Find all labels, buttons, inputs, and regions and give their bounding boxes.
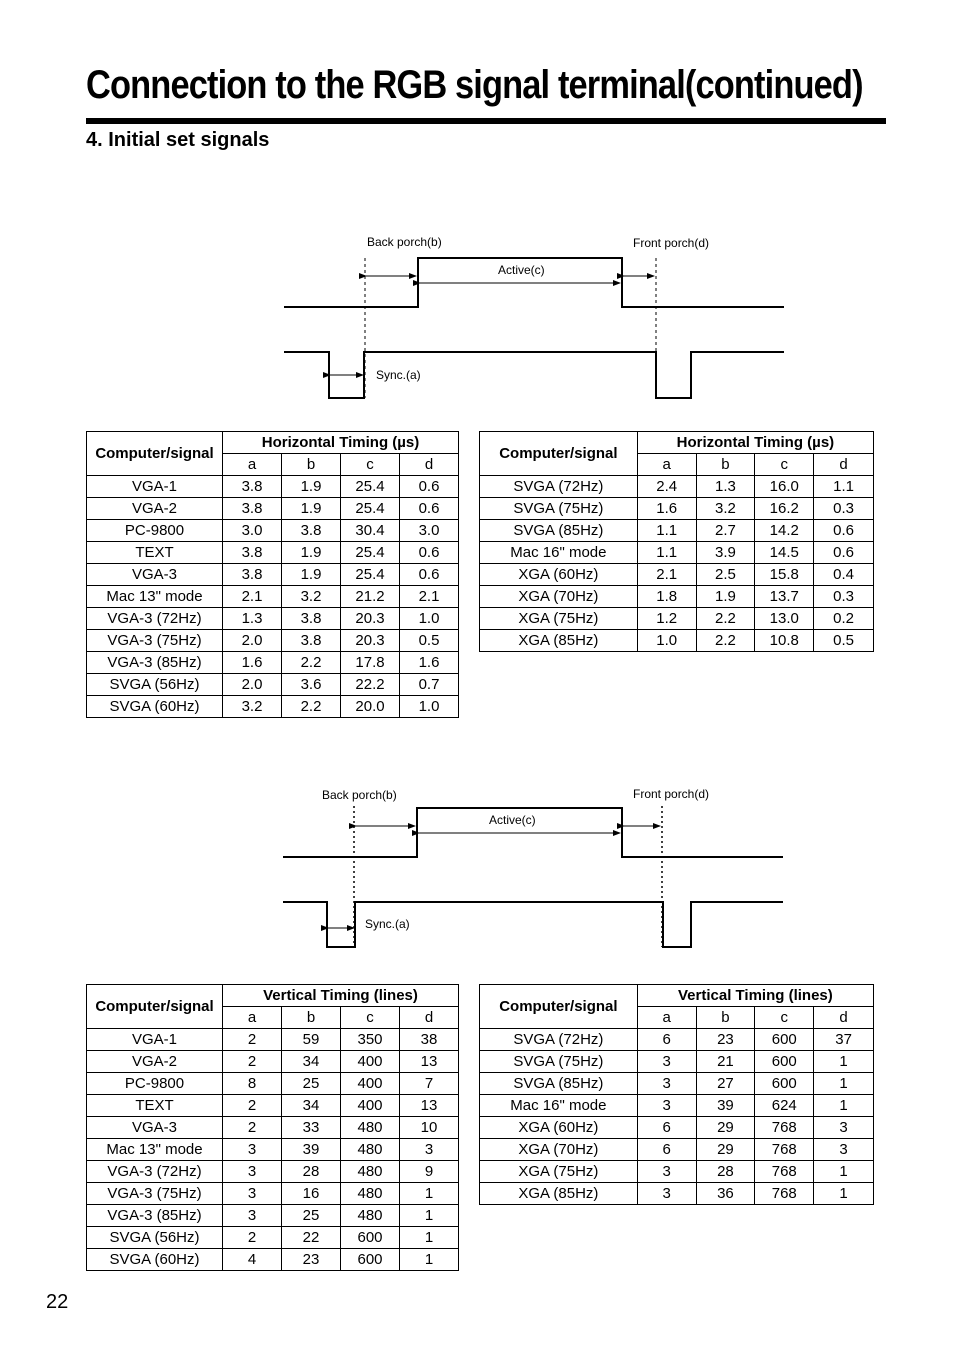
table-row (480, 1095, 874, 1117)
front-porch-label: Front porch(d) (633, 236, 710, 250)
cell-a: 6 (637, 1029, 696, 1051)
cell-signal-name: VGA-3 (85Hz) (87, 652, 223, 674)
sub-header-c: c (755, 454, 814, 476)
cell-a: 2.1 (223, 586, 282, 608)
cell-d: 0.3 (814, 498, 874, 520)
cell-signal-name: PC-9800 (87, 1073, 223, 1095)
cell-a: 2.4 (637, 476, 696, 498)
col-header-computer-signal: Computer/signal (480, 985, 638, 1029)
cell-b: 23 (696, 1029, 755, 1051)
cell-d: 1 (814, 1161, 874, 1183)
cell-a: 2.1 (637, 564, 696, 586)
cell-b: 39 (696, 1095, 755, 1117)
cell-b: 1.9 (282, 476, 341, 498)
cell-c: 20.3 (341, 608, 400, 630)
cell-c: 480 (341, 1117, 400, 1139)
cell-b: 1.9 (696, 586, 755, 608)
cell-d: 0.6 (400, 476, 459, 498)
cell-signal-name: VGA-3 (75Hz) (87, 630, 223, 652)
cell-d: 0.6 (400, 542, 459, 564)
cell-b: 2.2 (696, 630, 755, 652)
table-row (87, 696, 459, 718)
back-porch-label: Back porch(b) (322, 788, 397, 802)
cell-b: 36 (696, 1183, 755, 1205)
cell-signal-name: VGA-3 (85Hz) (87, 1205, 223, 1227)
table-row (480, 586, 874, 608)
cell-b: 28 (696, 1161, 755, 1183)
cell-signal-name: XGA (70Hz) (480, 586, 638, 608)
active-label: Active(c) (489, 813, 536, 827)
cell-a: 1.1 (637, 542, 696, 564)
cell-d: 2.1 (400, 586, 459, 608)
cell-b: 27 (696, 1073, 755, 1095)
cell-d: 1 (400, 1183, 459, 1205)
cell-signal-name: VGA-2 (87, 498, 223, 520)
cell-c: 480 (341, 1205, 400, 1227)
table-row (87, 1117, 459, 1139)
sub-header-d: d (400, 1007, 459, 1029)
cell-signal-name: SVGA (60Hz) (87, 696, 223, 718)
sync-label: Sync.(a) (376, 368, 421, 382)
table-row (87, 1139, 459, 1161)
table-row (87, 586, 459, 608)
cell-c: 16.2 (755, 498, 814, 520)
cell-a: 3.8 (223, 542, 282, 564)
cell-signal-name: XGA (85Hz) (480, 630, 638, 652)
table-row (480, 1117, 874, 1139)
cell-d: 13 (400, 1051, 459, 1073)
cell-signal-name: XGA (70Hz) (480, 1139, 638, 1161)
cell-c: 400 (341, 1095, 400, 1117)
cell-a: 1.6 (637, 498, 696, 520)
back-porch-label: Back porch(b) (367, 235, 442, 249)
cell-b: 39 (282, 1139, 341, 1161)
cell-a: 3 (637, 1095, 696, 1117)
cell-d: 0.2 (814, 608, 874, 630)
cell-c: 768 (755, 1183, 814, 1205)
table-row (480, 1183, 874, 1205)
sub-header-d: d (814, 1007, 874, 1029)
cell-signal-name: XGA (60Hz) (480, 1117, 638, 1139)
table-body (87, 476, 459, 718)
cell-c: 25.4 (341, 542, 400, 564)
cell-b: 2.7 (696, 520, 755, 542)
cell-a: 1.2 (637, 608, 696, 630)
cell-b: 1.9 (282, 498, 341, 520)
cell-a: 3 (223, 1205, 282, 1227)
table-row (87, 1051, 459, 1073)
cell-d: 0.7 (400, 674, 459, 696)
cell-c: 16.0 (755, 476, 814, 498)
cell-c: 13.7 (755, 586, 814, 608)
cell-a: 3 (637, 1051, 696, 1073)
cell-d: 0.6 (400, 498, 459, 520)
cell-c: 25.4 (341, 564, 400, 586)
cell-b: 2.2 (282, 652, 341, 674)
cell-c: 14.5 (755, 542, 814, 564)
title-rule (86, 118, 886, 124)
page-number: 22 (46, 1291, 69, 1313)
cell-d: 9 (400, 1161, 459, 1183)
cell-d: 1.0 (400, 696, 459, 718)
table-row (87, 476, 459, 498)
cell-b: 2.5 (696, 564, 755, 586)
table-row (87, 1073, 459, 1095)
cell-signal-name: VGA-3 (87, 564, 223, 586)
table-body (87, 1029, 459, 1271)
cell-a: 2 (223, 1029, 282, 1051)
table-row (480, 1161, 874, 1183)
cell-c: 400 (341, 1051, 400, 1073)
vertical-timing-table-left (86, 984, 459, 1271)
table-row (87, 1029, 459, 1051)
cell-b: 22 (282, 1227, 341, 1249)
cell-d: 3 (400, 1139, 459, 1161)
table-row (480, 1051, 874, 1073)
cell-signal-name: VGA-3 (72Hz) (87, 608, 223, 630)
cell-a: 3 (637, 1161, 696, 1183)
table-row (480, 476, 874, 498)
cell-c: 600 (341, 1249, 400, 1271)
sub-header-c: c (341, 1007, 400, 1029)
table-row (87, 1161, 459, 1183)
cell-c: 480 (341, 1139, 400, 1161)
cell-signal-name: SVGA (72Hz) (480, 476, 638, 498)
table-row (480, 1073, 874, 1095)
cell-d: 0.4 (814, 564, 874, 586)
cell-signal-name: XGA (60Hz) (480, 564, 638, 586)
cell-a: 3.8 (223, 564, 282, 586)
group-header-horizontal-timing: Horizontal Timing (µs) (223, 432, 459, 454)
cell-a: 1.3 (223, 608, 282, 630)
cell-signal-name: SVGA (75Hz) (480, 498, 638, 520)
cell-a: 3 (223, 1161, 282, 1183)
cell-a: 2.0 (223, 630, 282, 652)
cell-a: 1.6 (223, 652, 282, 674)
cell-b: 2.2 (696, 608, 755, 630)
cell-a: 3 (223, 1183, 282, 1205)
cell-d: 1 (814, 1183, 874, 1205)
cell-a: 2 (223, 1095, 282, 1117)
cell-c: 480 (341, 1161, 400, 1183)
table-row (480, 1029, 874, 1051)
cell-a: 3 (223, 1139, 282, 1161)
cell-signal-name: VGA-3 (75Hz) (87, 1183, 223, 1205)
table-row (480, 520, 874, 542)
cell-d: 1 (400, 1227, 459, 1249)
cell-d: 0.3 (814, 586, 874, 608)
cell-b: 59 (282, 1029, 341, 1051)
cell-d: 7 (400, 1073, 459, 1095)
cell-b: 34 (282, 1095, 341, 1117)
sub-header-d: d (814, 454, 874, 476)
table-row (87, 1095, 459, 1117)
cell-c: 350 (341, 1029, 400, 1051)
cell-signal-name: SVGA (72Hz) (480, 1029, 638, 1051)
cell-signal-name: PC-9800 (87, 520, 223, 542)
cell-signal-name: Mac 16" mode (480, 1095, 638, 1117)
cell-b: 21 (696, 1051, 755, 1073)
cell-d: 0.5 (400, 630, 459, 652)
cell-d: 1 (814, 1095, 874, 1117)
col-header-computer-signal: Computer/signal (87, 432, 223, 476)
cell-b: 29 (696, 1139, 755, 1161)
cell-signal-name: Mac 13" mode (87, 586, 223, 608)
sub-header-b: b (696, 454, 755, 476)
cell-b: 3.8 (282, 608, 341, 630)
table-row (87, 1205, 459, 1227)
cell-d: 1 (814, 1073, 874, 1095)
cell-a: 6 (637, 1117, 696, 1139)
cell-a: 2 (223, 1117, 282, 1139)
vertical-timing-diagram (270, 780, 800, 960)
cell-d: 38 (400, 1029, 459, 1051)
cell-c: 624 (755, 1095, 814, 1117)
sub-header-a: a (223, 454, 282, 476)
cell-b: 28 (282, 1161, 341, 1183)
cell-a: 2 (223, 1051, 282, 1073)
sub-header-d: d (400, 454, 459, 476)
cell-a: 3.2 (223, 696, 282, 718)
cell-a: 4 (223, 1249, 282, 1271)
cell-b: 3.8 (282, 520, 341, 542)
cell-c: 400 (341, 1073, 400, 1095)
cell-c: 22.2 (341, 674, 400, 696)
horizontal-timing-table-left (86, 431, 459, 718)
cell-b: 1.9 (282, 564, 341, 586)
sub-header-c: c (755, 1007, 814, 1029)
table-row (87, 1227, 459, 1249)
cell-b: 29 (696, 1117, 755, 1139)
cell-c: 10.8 (755, 630, 814, 652)
cell-d: 13 (400, 1095, 459, 1117)
table-row (87, 498, 459, 520)
cell-d: 1.6 (400, 652, 459, 674)
cell-d: 3.0 (400, 520, 459, 542)
cell-b: 1.3 (696, 476, 755, 498)
active-label: Active(c) (498, 263, 545, 277)
sub-header-a: a (223, 1007, 282, 1029)
cell-signal-name: TEXT (87, 1095, 223, 1117)
cell-b: 2.2 (282, 696, 341, 718)
col-header-computer-signal: Computer/signal (87, 985, 223, 1029)
cell-signal-name: Mac 16" mode (480, 542, 638, 564)
group-header-vertical-timing: Vertical Timing (lines) (637, 985, 873, 1007)
cell-signal-name: SVGA (85Hz) (480, 1073, 638, 1095)
cell-c: 21.2 (341, 586, 400, 608)
cell-a: 1.0 (637, 630, 696, 652)
sync-signal-line (283, 902, 783, 947)
cell-signal-name: XGA (75Hz) (480, 608, 638, 630)
cell-b: 16 (282, 1183, 341, 1205)
cell-a: 3 (637, 1073, 696, 1095)
cell-signal-name: SVGA (56Hz) (87, 674, 223, 696)
cell-c: 768 (755, 1139, 814, 1161)
cell-c: 20.0 (341, 696, 400, 718)
cell-c: 14.2 (755, 520, 814, 542)
cell-c: 13.0 (755, 608, 814, 630)
table-row (87, 1249, 459, 1271)
table-row (87, 652, 459, 674)
cell-b: 33 (282, 1117, 341, 1139)
table-row (480, 498, 874, 520)
group-header-horizontal-timing: Horizontal Timing (µs) (637, 432, 873, 454)
cell-d: 0.5 (814, 630, 874, 652)
cell-a: 3.8 (223, 498, 282, 520)
table-row (87, 520, 459, 542)
sub-header-b: b (696, 1007, 755, 1029)
cell-signal-name: VGA-1 (87, 476, 223, 498)
cell-c: 25.4 (341, 476, 400, 498)
cell-c: 25.4 (341, 498, 400, 520)
cell-c: 480 (341, 1183, 400, 1205)
cell-d: 10 (400, 1117, 459, 1139)
group-header-vertical-timing: Vertical Timing (lines) (223, 985, 459, 1007)
cell-b: 3.2 (282, 586, 341, 608)
sub-header-a: a (637, 454, 696, 476)
cell-b: 25 (282, 1073, 341, 1095)
cell-signal-name: VGA-1 (87, 1029, 223, 1051)
cell-d: 1 (814, 1051, 874, 1073)
cell-d: 37 (814, 1029, 874, 1051)
front-porch-label: Front porch(d) (633, 787, 710, 801)
cell-b: 23 (282, 1249, 341, 1271)
cell-signal-name: XGA (85Hz) (480, 1183, 638, 1205)
cell-c: 17.8 (341, 652, 400, 674)
cell-d: 1 (400, 1205, 459, 1227)
table-body (480, 476, 874, 652)
cell-d: 1.1 (814, 476, 874, 498)
table-row (480, 608, 874, 630)
table-row (480, 630, 874, 652)
cell-c: 15.8 (755, 564, 814, 586)
cell-b: 3.6 (282, 674, 341, 696)
cell-a: 8 (223, 1073, 282, 1095)
cell-a: 2.0 (223, 674, 282, 696)
cell-a: 1.8 (637, 586, 696, 608)
cell-d: 1 (400, 1249, 459, 1271)
cell-a: 1.1 (637, 520, 696, 542)
cell-d: 0.6 (814, 542, 874, 564)
section-heading: 4. Initial set signals (86, 129, 270, 151)
cell-signal-name: SVGA (85Hz) (480, 520, 638, 542)
cell-d: 0.6 (400, 564, 459, 586)
sync-label: Sync.(a) (365, 917, 410, 931)
cell-b: 25 (282, 1205, 341, 1227)
cell-signal-name: SVGA (60Hz) (87, 1249, 223, 1271)
cell-c: 600 (755, 1051, 814, 1073)
cell-c: 600 (341, 1227, 400, 1249)
cell-b: 34 (282, 1051, 341, 1073)
table-row (87, 608, 459, 630)
cell-signal-name: VGA-3 (87, 1117, 223, 1139)
table-body (480, 1029, 874, 1205)
cell-signal-name: SVGA (56Hz) (87, 1227, 223, 1249)
table-row (87, 542, 459, 564)
sub-header-b: b (282, 454, 341, 476)
cell-a: 3.0 (223, 520, 282, 542)
cell-d: 3 (814, 1139, 874, 1161)
cell-signal-name: SVGA (75Hz) (480, 1051, 638, 1073)
cell-b: 1.9 (282, 542, 341, 564)
sub-header-c: c (341, 454, 400, 476)
cell-c: 20.3 (341, 630, 400, 652)
cell-c: 768 (755, 1161, 814, 1183)
cell-c: 600 (755, 1073, 814, 1095)
cell-signal-name: Mac 13" mode (87, 1139, 223, 1161)
cell-b: 3.8 (282, 630, 341, 652)
cell-b: 3.2 (696, 498, 755, 520)
cell-b: 3.9 (696, 542, 755, 564)
table-row (480, 1139, 874, 1161)
table-row (480, 564, 874, 586)
cell-c: 30.4 (341, 520, 400, 542)
cell-a: 3.8 (223, 476, 282, 498)
table-row (87, 564, 459, 586)
vertical-timing-table-right (479, 984, 874, 1205)
cell-a: 3 (637, 1183, 696, 1205)
cell-a: 6 (637, 1139, 696, 1161)
cell-a: 2 (223, 1227, 282, 1249)
cell-d: 1.0 (400, 608, 459, 630)
cell-signal-name: TEXT (87, 542, 223, 564)
table-row (480, 542, 874, 564)
cell-c: 768 (755, 1117, 814, 1139)
table-row (87, 1183, 459, 1205)
cell-c: 600 (755, 1029, 814, 1051)
cell-d: 0.6 (814, 520, 874, 542)
col-header-computer-signal: Computer/signal (480, 432, 638, 476)
horizontal-timing-table-right (479, 431, 874, 652)
cell-signal-name: VGA-3 (72Hz) (87, 1161, 223, 1183)
cell-signal-name: XGA (75Hz) (480, 1161, 638, 1183)
cell-signal-name: VGA-2 (87, 1051, 223, 1073)
table-row (87, 674, 459, 696)
table-row (87, 630, 459, 652)
page-title: Connection to the RGB signal terminal(continued) (86, 63, 863, 107)
sub-header-b: b (282, 1007, 341, 1029)
sub-header-a: a (637, 1007, 696, 1029)
horizontal-timing-diagram (270, 230, 800, 410)
cell-d: 3 (814, 1117, 874, 1139)
